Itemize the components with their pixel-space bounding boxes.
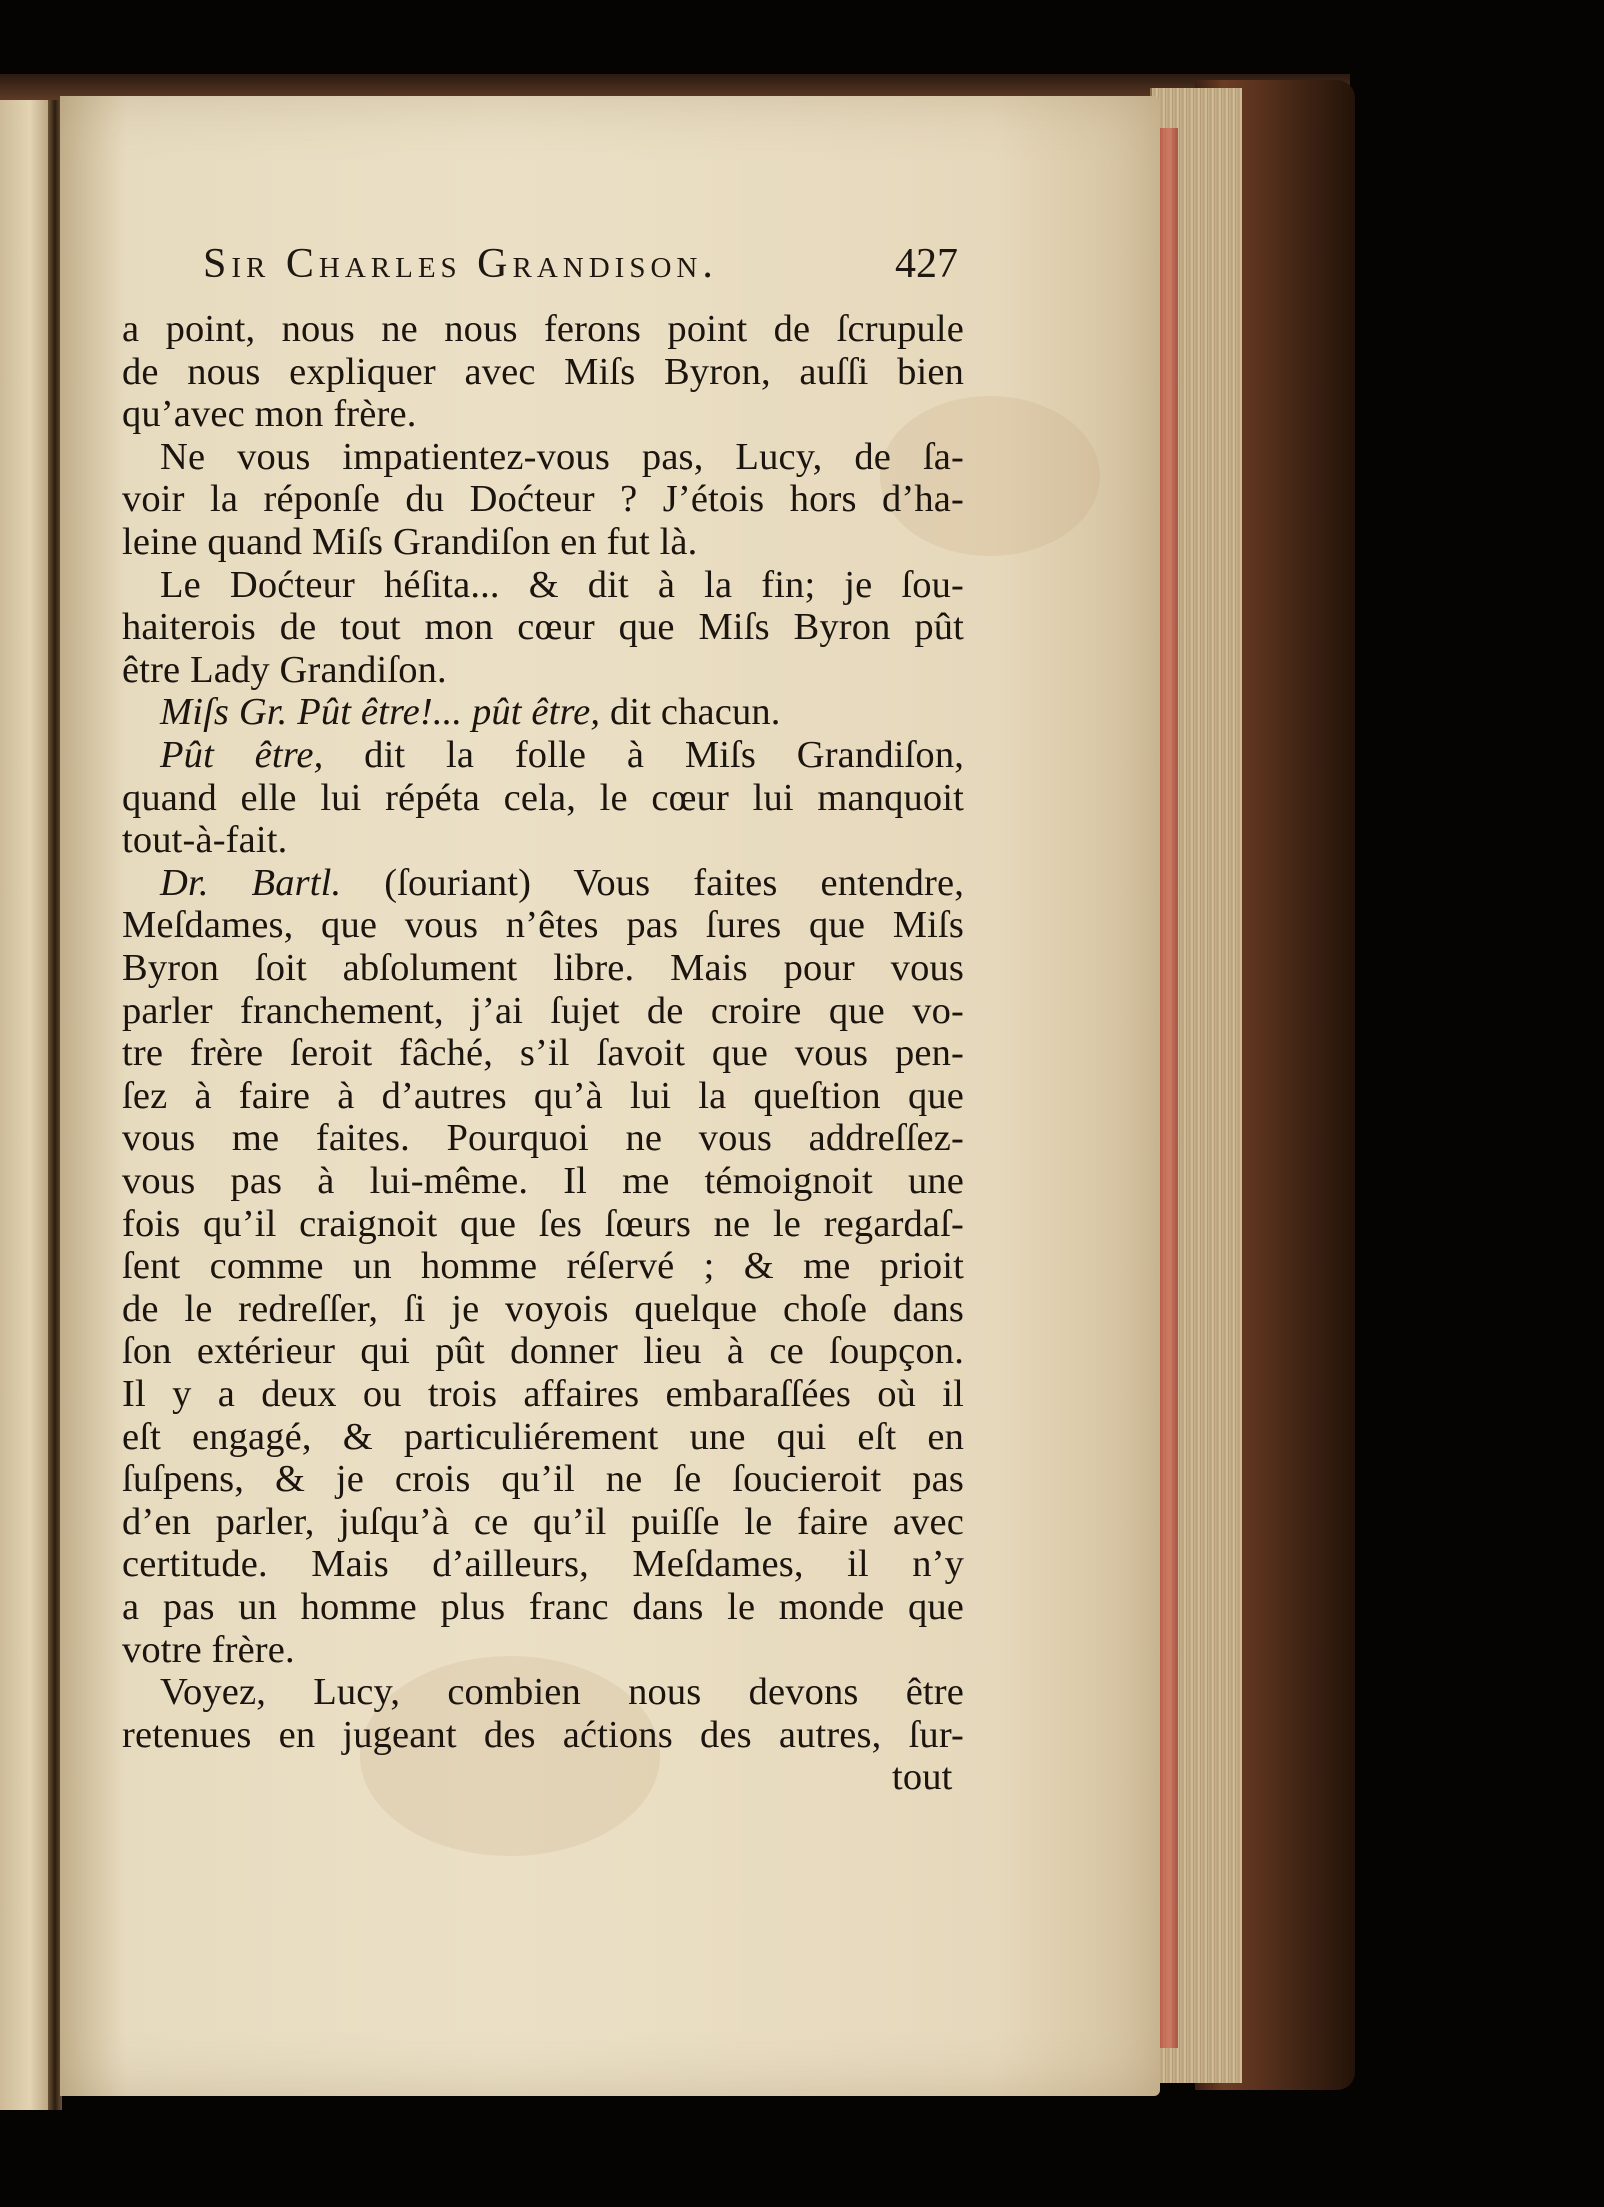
text-line <box>122 308 964 350</box>
line-text: Il y a deux ou trois affaires embaraſſées où il <box>122 1373 964 1415</box>
line-text: Le Doćteur héſita... & dit à la fin; je ſou- <box>160 563 964 606</box>
text-line <box>122 1203 964 1245</box>
line-text: ſon extérieur qui pût donner lieu à ce ſoupçon. <box>122 1330 964 1373</box>
text-line <box>122 691 781 733</box>
text-line <box>122 478 964 520</box>
italic-speaker: Miſs Gr. Pût être!... pût être, <box>160 691 601 734</box>
line-text: Voyez, Lucy, combien nous devons être <box>160 1671 964 1714</box>
line-text: haiterois de tout mon cœur que Miſs Byron pût <box>122 606 964 649</box>
line-text: d’en parler, juſqu’à ce qu’il puiſſe le faire avec <box>122 1500 964 1543</box>
page-number: 427 <box>895 241 958 287</box>
line-text: vous pas à lui-même. Il me témoignoit une <box>122 1160 964 1202</box>
text-line <box>122 1245 964 1287</box>
line-text: qu’avec mon frère. <box>122 393 417 436</box>
line-text: tre frère ſeroit fâché, s’il ſavoit que vous pen- <box>122 1032 964 1075</box>
text-line <box>122 1032 964 1074</box>
running-head <box>143 240 973 300</box>
line-text: votre frère. <box>122 1628 295 1671</box>
text-line <box>122 1160 964 1202</box>
line-text: Meſdames, que vous n’êtes pas ſures que Miſs <box>122 904 964 947</box>
line-text: dit la folle à Miſs Grandiſon, <box>323 734 964 776</box>
line-text: quand elle lui répéta cela, le cœur lui manquoit <box>122 776 964 819</box>
text-line <box>122 819 287 861</box>
text-line <box>122 1117 964 1159</box>
line-text: voir la réponſe du Doćteur ? J’étois hors d’ha- <box>122 478 964 521</box>
text-line <box>122 862 964 904</box>
text-line <box>122 1586 964 1628</box>
line-text: ſez à faire à d’autres qu’à lui la queſtion que <box>122 1074 964 1117</box>
text-line <box>122 1458 964 1500</box>
text-line <box>122 393 417 435</box>
page-edges <box>1150 88 1242 2083</box>
line-text: de le redreſſer, ſi je voyois quelque choſe dans <box>122 1287 964 1330</box>
line-text: a pas un homme plus franc dans le monde que <box>122 1586 964 1628</box>
line-text: ſent comme un homme réſervé ; & me prioit <box>122 1245 964 1288</box>
line-text: certitude. Mais d’ailleurs, Meſdames, il n’y <box>122 1543 964 1586</box>
text-line <box>122 1501 964 1543</box>
italic-speaker: Pût être, <box>160 734 324 776</box>
text-line <box>122 1373 964 1415</box>
text-line <box>122 1671 964 1713</box>
left-page-sliver <box>0 100 50 2110</box>
line-text: parler franchement, j’ai ſujet de croire que vo- <box>122 989 964 1032</box>
line-text: être Lady Grandiſon. <box>122 648 447 691</box>
text-line <box>122 904 964 946</box>
text-line <box>122 564 964 606</box>
text-line <box>122 649 447 691</box>
text-line <box>122 1330 964 1372</box>
line-text: retenues en jugeant des aćtions des autres, ſur- <box>122 1713 964 1756</box>
catchword: tout <box>892 1756 953 1799</box>
line-text: (ſouriant) Vous faites entendre, <box>341 861 964 904</box>
text-line <box>122 1714 964 1756</box>
line-text: tout-à-fait. <box>122 819 288 862</box>
line-text: dit chacun. <box>600 691 781 734</box>
text-line <box>122 734 964 776</box>
text-line <box>122 521 697 563</box>
line-text: a point, nous ne nous ferons point de ſcrupule <box>122 308 964 350</box>
italic-speaker: Dr. Bartl. <box>160 861 342 904</box>
line-text: Byron ſoit abſolument libre. Mais pour vous <box>122 947 964 989</box>
line-text: vous me faites. Pourquoi ne vous addreſſez- <box>122 1117 964 1160</box>
text-line <box>122 1543 964 1585</box>
text-line <box>122 990 964 1032</box>
text-line <box>122 777 964 819</box>
text-line <box>122 1629 295 1671</box>
text-line <box>122 1075 964 1117</box>
text-line <box>122 436 964 478</box>
text-line <box>122 351 964 393</box>
line-text: leine quand Miſs Grandiſon en fut là. <box>122 521 698 563</box>
text-line <box>122 947 964 989</box>
text-line <box>122 1288 964 1330</box>
line-text: ſuſpens, & je crois qu’il ne ſe ſoucieroit pas <box>122 1458 964 1501</box>
line-text: de nous expliquer avec Miſs Byron, auſſi bien <box>122 350 964 393</box>
line-text: Ne vous impatientez-vous pas, Lucy, de ſa- <box>160 435 964 478</box>
line-text: eſt engagé, & particuliérement une qui eſt en <box>122 1415 964 1458</box>
line-text: fois qu’il craignoit que ſes ſœurs ne le regardaſ- <box>122 1202 964 1245</box>
text-line <box>122 1416 964 1458</box>
running-head-title: Sir Charles Grandison. <box>203 241 718 287</box>
text-line <box>122 606 964 648</box>
